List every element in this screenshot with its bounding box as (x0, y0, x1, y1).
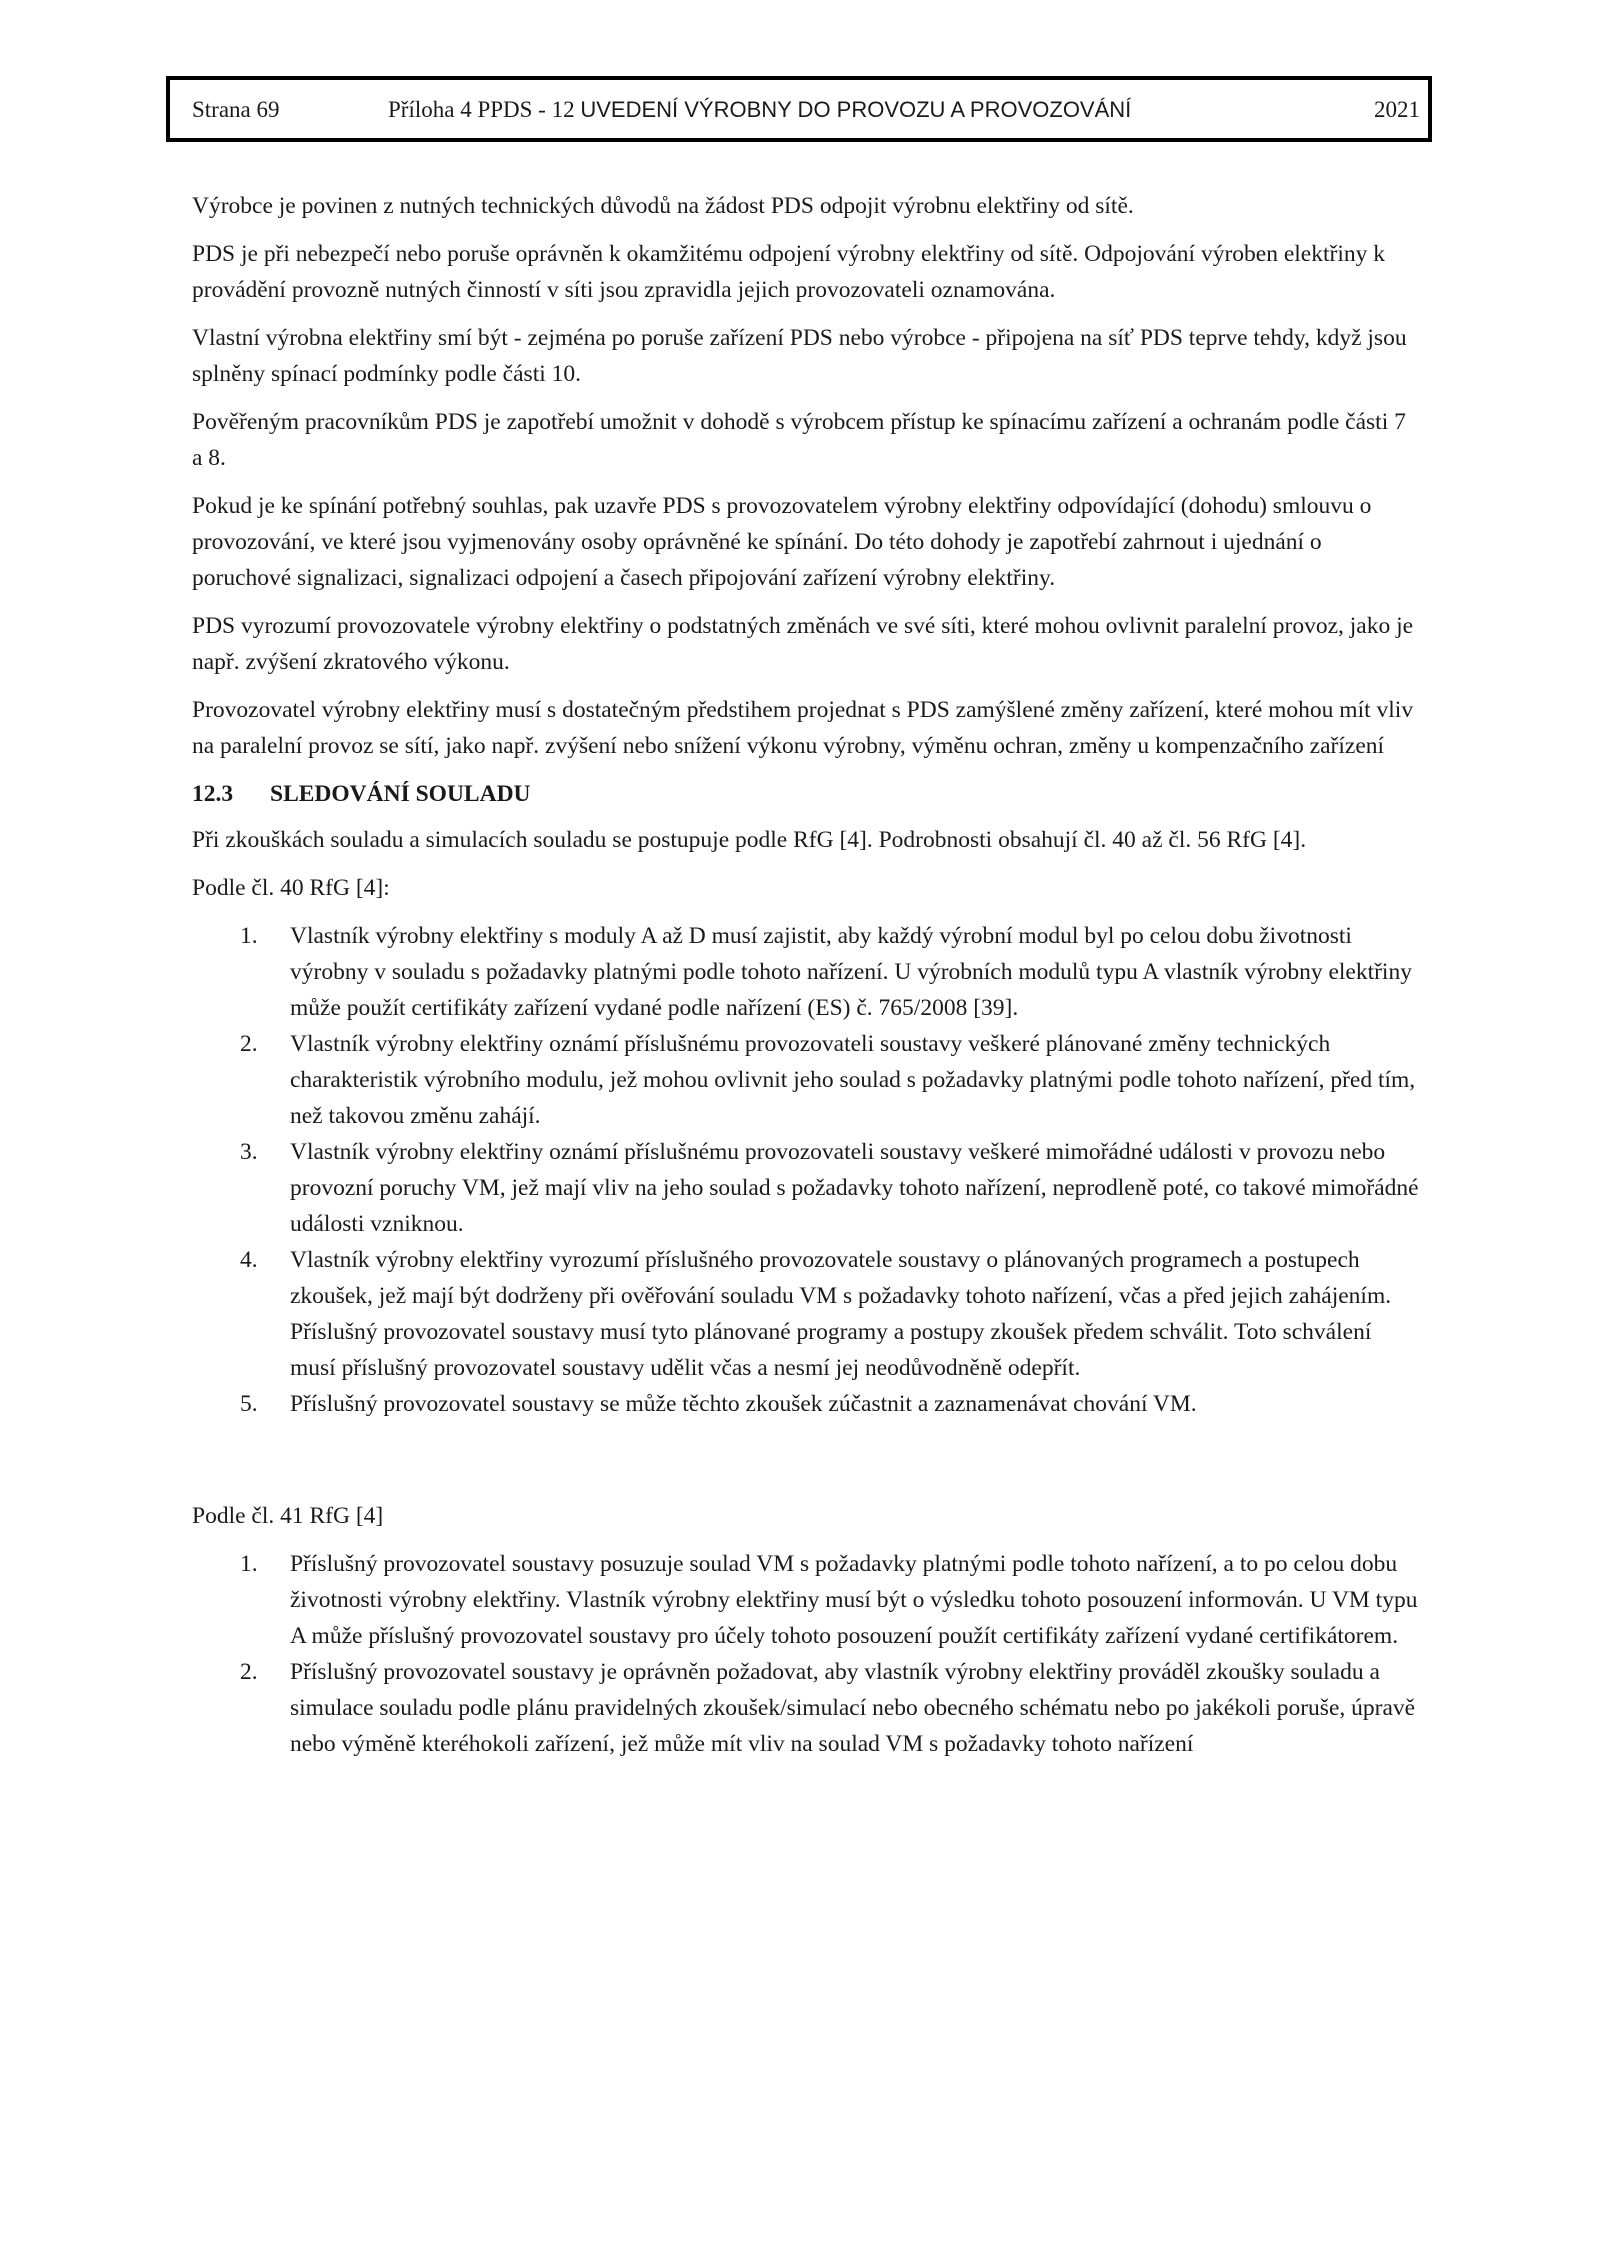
page-number: Strana 69 (192, 97, 280, 122)
list-item (192, 1026, 1420, 1134)
list-marker: 2. (240, 1659, 258, 1685)
paragraph: Pokud je ke spínání potřebný souhlas, pak uzavře PDS s provozovatelem výrobny elektřiny odpovídající (dohodu) smlouvu o provozování, ve které jsou vyjmenovány osoby oprávněné ke spínání. Do této dohody je zapotřebí zahrnout i ujednání o poruchové signalizaci, signalizaci odpojení a časech připojování zařízení výrobny elektřiny. (192, 493, 1372, 591)
document-year: 2021 (1374, 97, 1420, 122)
chapter-title: UVEDENÍ VÝROBNY DO PROVOZU A PROVOZOVÁNÍ (580, 97, 1132, 122)
list-item-text: Příslušný provozovatel soustavy je oprávněn požadovat, aby vlastník výrobny elektřiny prováděl zkoušky souladu a simulace souladu podle plánu pravidelných zkoušek/simulací nebo obecného schématu nebo po jakékoli poruše, úpravě nebo výměně kteréhokoli zařízení, jež může mít vliv na soulad VM s požadavky tohoto nařízení (290, 1659, 1416, 1757)
list-marker: 1. (240, 923, 258, 949)
document-title (388, 97, 1131, 123)
paragraph: Provozovatel výrobny elektřiny musí s dostatečným předstihem projednat s PDS zamýšlené změny zařízení, které mohou mít vliv na paralelní provoz se sítí, jako např. zvýšení nebo snížení výkonu výrobny, výměnu ochran, změny u kompenzačního zařízení (192, 697, 1414, 759)
section-heading (192, 776, 1420, 812)
list-marker: 1. (240, 1551, 258, 1577)
section-title: SLEDOVÁNÍ SOULADU (270, 781, 531, 807)
page-header (166, 76, 1432, 142)
list-marker: 4. (240, 1247, 258, 1273)
paragraph: Pověřeným pracovníkům PDS je zapotřebí umožnit v dohodě s výrobcem přístup ke spínacímu zařízení a ochranám podle části 7 a 8. (192, 409, 1406, 471)
list-marker: 2. (240, 1031, 258, 1057)
document-body (192, 188, 1420, 1774)
list-item (192, 1134, 1420, 1242)
list-item (192, 1546, 1420, 1654)
section-number: 12.3 (192, 781, 234, 807)
list-item (192, 1386, 1420, 1422)
title-prefix: Příloha 4 PPDS - 12 (388, 97, 581, 122)
list-marker: 3. (240, 1139, 258, 1165)
list-item-text: Příslušný provozovatel soustavy se může těchto zkoušek zúčastnit a zaznamenávat chování VM. (290, 1391, 1197, 1417)
list-item-text: Vlastník výrobny elektřiny vyrozumí příslušného provozovatele soustavy o plánovaných programech a postupech zkoušek, jež mají být dodrženy při ověřování souladu VM s požadavky tohoto nařízení, včas a před jejich zahájením. Příslušný provozovatel soustavy musí tyto plánované programy a postupy zkoušek předem schválit. Toto schválení musí příslušný provozovatel soustavy udělit včas a nesmí jej neodůvodněně odepřít. (290, 1247, 1392, 1381)
article-41-label: Podle čl. 41 RfG [4] (192, 1503, 384, 1529)
paragraph: Vlastní výrobna elektřiny smí být - zejména po poruše zařízení PDS nebo výrobce - připojena na síť PDS teprve tehdy, když jsou splněny spínací podmínky podle části 10. (192, 325, 1407, 387)
list-item (192, 1242, 1420, 1386)
spacer (192, 1434, 1420, 1498)
list-marker: 5. (240, 1391, 258, 1417)
article-41-list (192, 1546, 1420, 1762)
paragraph: PDS je při nebezpečí nebo poruše oprávněn k okamžitému odpojení výrobny elektřiny od sítě. Odpojování výroben elektřiny k provádění provozně nutných činností v síti jsou zpravidla jejich provozovateli oznamována. (192, 241, 1385, 303)
paragraph: Výrobce je povinen z nutných technických důvodů na žádost PDS odpojit výrobnu elektřiny od sítě. (192, 193, 1134, 219)
list-item-text: Vlastník výrobny elektřiny oznámí příslušnému provozovateli soustavy veškeré mimořádné události v provozu nebo provozní poruchy VM, jež mají vliv na jeho soulad s požadavky tohoto nařízení, neprodleně poté, co takové mimořádné události vzniknou. (290, 1139, 1419, 1237)
list-item-text: Vlastník výrobny elektřiny s moduly A až D musí zajistit, aby každý výrobní modul byl po celou dobu životnosti výrobny v souladu s požadavky platnými podle tohoto nařízení. U výrobních modulů typu A vlastník výrobny elektřiny může použít certifikáty zařízení vydané podle nařízení (ES) č. 765/2008 [39]. (290, 923, 1412, 1021)
paragraph: PDS vyrozumí provozovatele výrobny elektřiny o podstatných změnách ve své síti, které mohou ovlivnit paralelní provoz, jako je např. zvýšení zkratového výkonu. (192, 613, 1414, 675)
list-item-text: Příslušný provozovatel soustavy posuzuje soulad VM s požadavky platnými podle tohoto nařízení, a to po celou dobu životnosti výrobny elektřiny. Vlastník výrobny elektřiny musí být o výsledku tohoto posouzení informován. U VM typu A může příslušný provozovatel soustavy pro účely tohoto posouzení použít certifikáty zařízení vydané certifikátorem. (290, 1551, 1418, 1649)
article-40-list (192, 918, 1420, 1422)
list-item (192, 1654, 1420, 1762)
list-item (192, 918, 1420, 1026)
section-intro: Při zkouškách souladu a simulacích souladu se postupuje podle RfG [4]. Podrobnosti obsahují čl. 40 až čl. 56 RfG [4]. (192, 827, 1307, 853)
article-40-label: Podle čl. 40 RfG [4]: (192, 875, 390, 901)
list-item-text: Vlastník výrobny elektřiny oznámí příslušnému provozovateli soustavy veškeré plánované změny technických charakteristik výrobního modulu, jež mohou ovlivnit jeho soulad s požadavky platnými podle tohoto nařízení, před tím, než takovou změnu zahájí. (290, 1031, 1416, 1129)
